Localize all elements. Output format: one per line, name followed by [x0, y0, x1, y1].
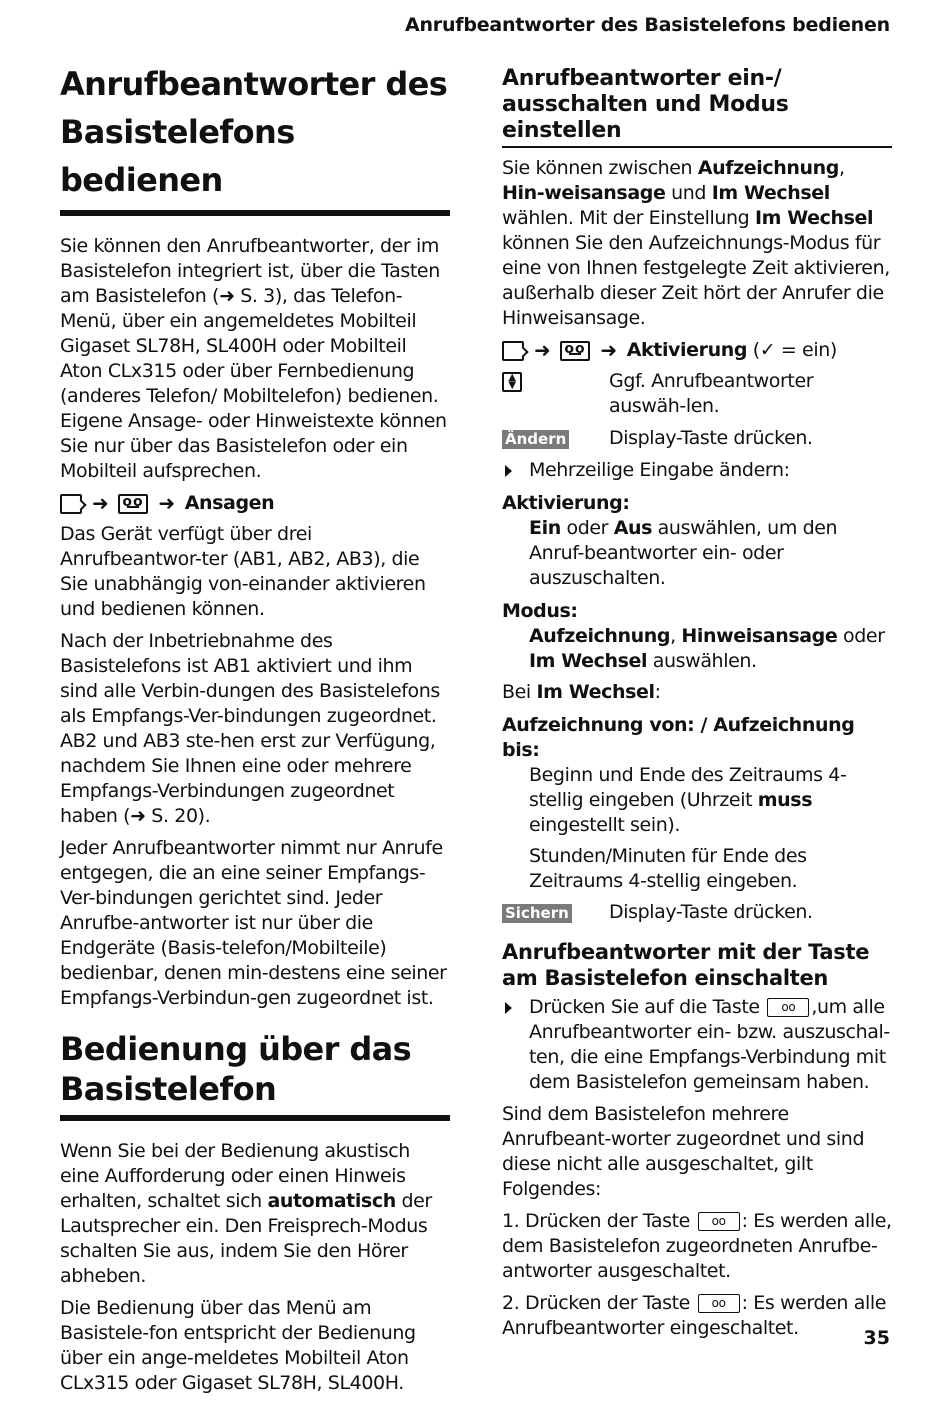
text-run: Wenn Sie bei der Bedienung akustisch eine Aufforderung oder einen Hinweis erhalten, schaltet sich	[60, 1140, 410, 1212]
def-body	[502, 763, 892, 838]
text-run: Im Wechsel	[754, 207, 874, 229]
def-body	[502, 516, 892, 591]
text-run: der Lautsprecher ein. Den Freisprech-Modus schalten Sie aus, indem Sie den Hörer abheben.	[60, 1190, 432, 1287]
text-run: Im Wechsel	[711, 182, 830, 204]
text-run: Hin-weisansage	[502, 182, 666, 204]
def-label: Aktivierung:	[502, 492, 630, 514]
text-run: Die Bedienung über das Menü am Basistele-fon entspricht der Bedienung über ein ange-meldetes Mobilteil Aton CLx315 oder Gigaset SL78H, SL400H.	[60, 1297, 416, 1394]
text-run: Beginn und Ende des Zeitraums 4-stellig eingeben (Uhrzeit	[529, 764, 847, 811]
running-head: Anrufbeantworter des Basistelefons bedienen	[404, 14, 890, 36]
step-text: 2. Drücken der Taste	[502, 1292, 696, 1314]
step-change	[502, 426, 892, 451]
text-run: auswählen, um den Anruf-beantworter ein- oder auszuschalten.	[529, 517, 838, 589]
answering-machine-key-icon: oo	[767, 998, 809, 1017]
text-run: Nach der Inbetriebnahme des Basistelefons ist AB1 aktiviert und ihm sind alle Verbin-dungen des Basistelefons als Empfangs-Ver-bindungen zugeordnet. AB2 und AB3 ste-hen erst zur Verfügung, nachdem Sie Ihnen eine oder mehrere Empfangs-Verbindungen zugeordnet haben (	[60, 630, 440, 827]
menu-path-ansagen	[60, 491, 450, 516]
def-body	[502, 624, 892, 674]
menu-path-aktivierung	[502, 338, 892, 363]
arrow-icon: ➜	[600, 338, 617, 362]
text-run: Aufzeichnung	[529, 625, 671, 647]
paragraph	[60, 836, 450, 1011]
text-run: automatisch	[267, 1190, 396, 1212]
left-column	[60, 60, 450, 1403]
text-run: :	[654, 681, 661, 703]
def-label: Aufzeichnung von: / Aufzeichnung bis:	[502, 714, 855, 761]
step-text: : Es werden alle, dem Basistelefon zugeordneten Anrufbe-antworter ausgeschaltet.	[502, 1210, 892, 1282]
text-run: Aufzeichnung	[697, 157, 839, 179]
bei-line	[502, 680, 892, 705]
step-text: Display-Taste drücken.	[609, 427, 813, 449]
menu-key-icon	[60, 494, 82, 514]
menu-path-label: Aktivierung	[626, 339, 748, 361]
def-body: Stunden/Minuten für Ende des Zeitraums 4-stellig eingeben.	[529, 845, 807, 892]
step-1	[502, 1209, 892, 1284]
arrow-icon: ➜	[534, 338, 551, 362]
bullet-item	[502, 995, 892, 1095]
text-run: Aus	[613, 517, 653, 539]
section-title: Bedienung über das Basistelefon	[60, 1029, 450, 1121]
text-run: ,	[670, 625, 682, 647]
menu-key-icon	[502, 341, 524, 361]
menu-path-label: Ansagen	[184, 492, 275, 514]
right-column	[502, 66, 892, 1348]
bullet-item: Mehrzeilige Eingabe ändern:	[502, 458, 892, 483]
text-run: eingestellt sein).	[529, 814, 681, 836]
text-run: oder	[837, 625, 885, 647]
check-icon: ✓	[759, 339, 776, 361]
paragraph: Sind dem Basistelefon mehrere Anrufbeant-worter zugeordnet und sind diese nicht alle ausgeschaltet, gilt Folgendes:	[502, 1103, 865, 1200]
text-run: Hinweisansage	[681, 625, 838, 647]
answering-machine-icon	[560, 341, 590, 361]
text-run: ,	[838, 157, 845, 179]
text-run: können Sie den Aufzeichnungs-Modus für eine von Ihnen festgelegte Zeit aktivieren, außerhalb dieser Zeit hört der Anrufer die Hinweisansage.	[502, 232, 890, 329]
answering-machine-key-icon: oo	[698, 1294, 740, 1313]
control-key-icon: ▲ ▼	[502, 372, 522, 392]
step-text: : Es werden alle Anrufbeantworter eingeschaltet.	[502, 1292, 886, 1339]
paragraph	[60, 1296, 450, 1396]
text-run: Das Gerät verfügt über drei Anrufbeantwor-ter (AB1, AB2, AB3), die Sie unabhängig von-einander aktivieren und bedienen können.	[60, 523, 426, 620]
softkey-save: Sichern	[502, 904, 572, 923]
text-run: Bei	[502, 681, 537, 703]
text-run: auswählen.	[647, 650, 757, 672]
menu-path-suffix: (	[747, 339, 760, 361]
text-run: S. 20).	[145, 805, 211, 827]
step-text: Ggf. Anrufbeantworter auswäh-len.	[609, 370, 814, 417]
intro-paragraph	[502, 156, 892, 331]
step-text: Display-Taste drücken.	[609, 901, 813, 923]
page-number: 35	[863, 1327, 890, 1349]
text-run: Ein	[529, 517, 561, 539]
menu-path-suffix: = ein)	[775, 339, 837, 361]
paragraph	[60, 629, 450, 829]
intro-paragraph	[60, 234, 450, 484]
text-run: muss	[757, 789, 813, 811]
bullet-text: ,um alle Anrufbeantworter ein- bzw. auszuschal-ten, die eine Empfangs-Verbindung mit dem Basistelefon gemeinsam haben.	[529, 996, 890, 1093]
arrow-icon: ➜	[219, 285, 235, 307]
text-run: Sie können den Anrufbeantworter, der im Basistelefon integriert ist, über die Tasten am Basistelefon (	[60, 235, 440, 307]
arrow-icon: ➜	[158, 491, 175, 515]
page-title: Anrufbeantworter des Basistelefons bedienen	[60, 60, 450, 216]
bullet-text: Drücken Sie auf die Taste	[529, 996, 766, 1018]
paragraph	[60, 1139, 450, 1289]
text-run: Jeder Anrufbeantworter nimmt nur Anrufe entgegen, die an eine seiner Empfangs-Ver-bindungen gerichtet sind. Jeder Anrufbe-antworter ist nur über die Endgeräte (Basis-telefon/Mobilteile) bedienbar, denen min-destens eine seiner Empfangs-Verbindun-gen zugeordnet ist.	[60, 837, 447, 1009]
subsection-title: Anrufbeantworter mit der Taste am Basistelefon einschalten	[502, 940, 870, 990]
text-run: wählen. Mit der Einstellung	[502, 207, 755, 229]
text-run: oder	[560, 517, 614, 539]
text-run: Sie können zwischen	[502, 157, 698, 179]
arrow-icon: ➜	[130, 805, 146, 827]
paragraph	[60, 522, 450, 622]
text-run: S. 3), das Telefon-Menü, über ein angemeldetes Mobilteil Gigaset SL78H, SL400H oder Mobilteil Aton CLx315 oder über Fernbedienung (anderes Telefon/ Mobiltelefon) bedienen. Eigene Ansage- oder Hinweistexte können Sie nur über das Basistelefon oder ein Mobilteil aufsprechen.	[60, 285, 447, 482]
step-select	[502, 369, 892, 419]
answering-machine-icon	[118, 494, 148, 514]
arrow-icon: ➜	[92, 491, 109, 515]
text-run: Im Wechsel	[529, 650, 648, 672]
step-save	[502, 900, 892, 925]
text-run: Im Wechsel	[536, 681, 655, 703]
step-text: 1. Drücken der Taste	[502, 1210, 696, 1232]
step-2	[502, 1291, 892, 1341]
text-run: und	[665, 182, 712, 204]
softkey-change: Ändern	[502, 430, 569, 449]
answering-machine-key-icon: oo	[698, 1212, 740, 1231]
def-label: Modus:	[502, 600, 578, 622]
section-title: Anrufbeantworter ein-/ ausschalten und Modus einstellen	[502, 66, 892, 148]
